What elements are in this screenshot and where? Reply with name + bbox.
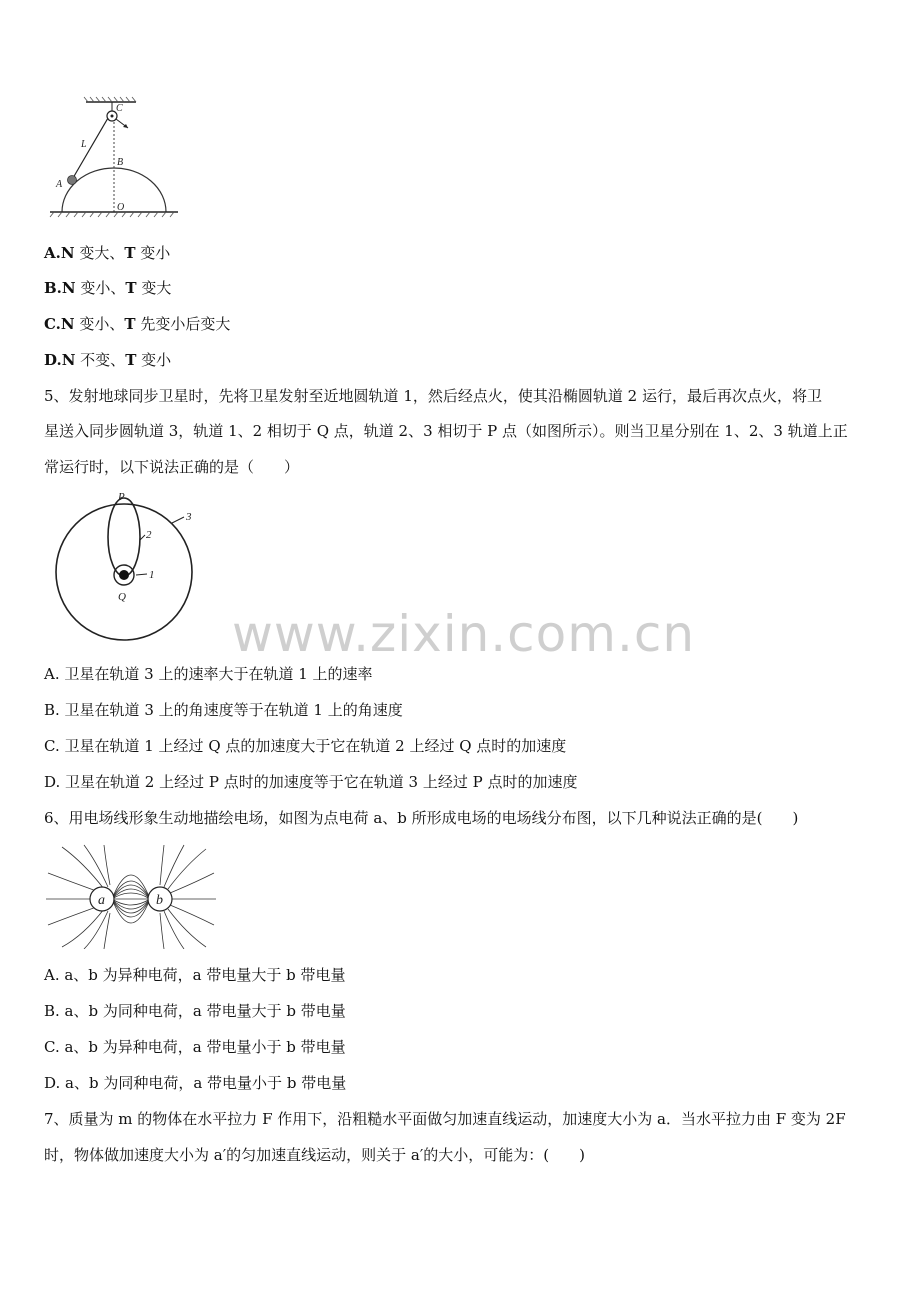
label-orbit-2: 2 [146,529,152,541]
label-charge-b: b [156,893,163,908]
label-b: B [117,157,124,168]
watermark: www.zixin.com.cn [232,605,696,663]
q4-option-d: D.N 不变、T 变小 [44,351,172,369]
q5-stem-line3: 常运行时，以下说法正确的是（ ） [44,458,300,476]
q4-option-c: C.N 变小、T 先变小后变大 [44,315,231,333]
hemisphere-pendulum-figure [48,94,183,222]
label-a: A [56,179,63,190]
q6-option-b: B. a、b 为同种电荷，a 带电量大于 b 带电量 [44,1002,346,1020]
label-c: C [116,103,123,114]
q4-option-a: A.N 变大、T 变小 [44,244,171,262]
label-l: L [81,139,87,150]
q5-stem-line1: 5、发射地球同步卫星时，先将卫星发射至近地圆轨道 1，然后经点火，使其沿椭圆轨道 2 运行，最后再次点火，将卫 [44,387,822,405]
label-p: P [118,491,125,503]
q7-stem-line1: 7、质量为 m 的物体在水平拉力 F 作用下，沿粗糙水平面做匀加速直线运动，加速度大小为 a．当水平拉力由 F 变为 2F [44,1110,846,1128]
satellite-orbit-figure [52,488,200,646]
q6-option-d: D. a、b 为同种电荷，a 带电量小于 b 带电量 [44,1074,347,1092]
q6-option-a: A. a、b 为异种电荷，a 带电量大于 b 带电量 [44,966,346,984]
label-orbit-3: 3 [186,511,192,523]
q5-option-c: C. 卫星在轨道 1 上经过 Q 点的加速度大于它在轨道 2 上经过 Q 点时的加速度 [44,737,567,755]
label-q: Q [118,591,126,603]
electric-field-lines-figure [44,843,218,949]
label-o: O [117,202,125,213]
q6-stem: 6、用电场线形象生动地描绘电场，如图为点电荷 a、b 所形成电场的电场线分布图，以下几种说法正确的是( ) [44,809,799,827]
q5-option-b: B. 卫星在轨道 3 上的角速度等于在轨道 1 上的角速度 [44,701,403,719]
q7-stem-line2: 时，物体做加速度大小为 a′的匀加速直线运动，则关于 a′的大小，可能为：( ) [44,1146,585,1164]
q5-stem-line2: 星送入同步圆轨道 3，轨道 1、2 相切于 Q 点，轨道 2、3 相切于 P 点（如图所示）。则当卫星分别在 1、2、3 轨道上正 [44,422,848,440]
q4-option-b: B.N 变小、T 变大 [44,279,172,297]
label-orbit-1: 1 [149,569,155,581]
q6-option-c: C. a、b 为异种电荷，a 带电量小于 b 带电量 [44,1038,346,1056]
q5-option-d: D. 卫星在轨道 2 上经过 P 点时的加速度等于它在轨道 3 上经过 P 点时的加速度 [44,773,578,791]
q5-option-a: A. 卫星在轨道 3 上的速率大于在轨道 1 上的速率 [44,665,373,683]
label-charge-a: a [98,893,105,908]
